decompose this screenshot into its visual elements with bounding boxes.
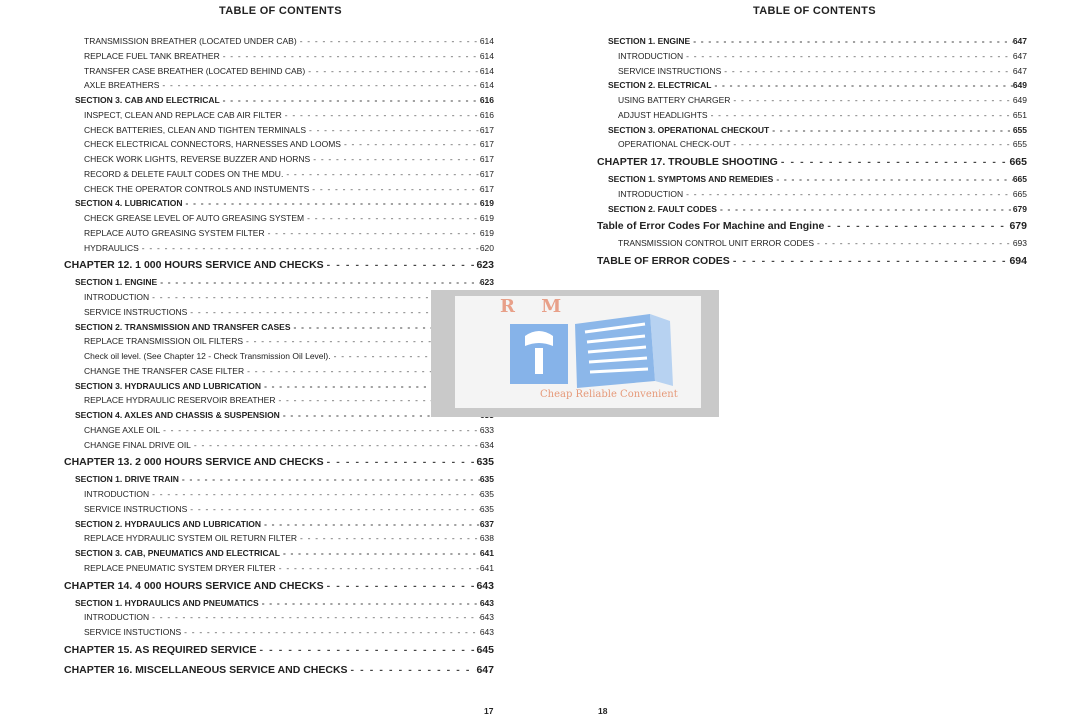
entry-title: SERVICE INSTRUCTIONS (84, 306, 188, 317)
section-entry[interactable] (608, 36, 1027, 50)
entry-title: ADJUST HEADLIGHTS (618, 109, 708, 120)
dot-leader (187, 504, 480, 514)
dot-leader (717, 204, 1013, 214)
left-page-title: TABLE OF CONTENTS (219, 5, 342, 17)
section-entry[interactable] (608, 125, 1027, 139)
entry-title: REPLACE FUEL TANK BREATHER (84, 50, 220, 61)
toc-item[interactable] (618, 189, 1027, 203)
toc-item[interactable] (84, 80, 494, 94)
entry-title: CHANGE AXLE OIL (84, 424, 161, 435)
dot-leader (283, 169, 480, 179)
entry-page-number: 665 (1012, 188, 1027, 199)
toc-item[interactable] (84, 504, 494, 518)
entry-page-number: 643 (479, 597, 494, 608)
chapter-entry[interactable] (64, 580, 494, 598)
toc-item[interactable] (84, 228, 494, 242)
entry-title: SECTION 4. AXLES AND CHASSIS & SUSPENSION (75, 410, 280, 420)
entry-title: SECTION 2. HYDRAULICS AND LUBRICATION (75, 518, 262, 529)
entry-title: CHAPTER 13. 2 000 HOURS SERVICE AND CHECKS (64, 456, 324, 469)
entry-page-number: 679 (1012, 203, 1027, 214)
watermark-letters: R M (500, 296, 572, 317)
entry-page-number: 647 (1012, 65, 1027, 76)
entry-title: REPLACE HYDRAULIC SYSTEM OIL RETURN FILTER (84, 533, 298, 544)
section-entry[interactable] (608, 174, 1027, 188)
section-entry[interactable] (608, 80, 1027, 94)
section-entry[interactable] (75, 198, 494, 212)
dot-leader (310, 154, 480, 164)
entry-page-number: 637 (479, 518, 494, 529)
toc-item[interactable] (84, 125, 494, 139)
toc-item[interactable] (84, 154, 494, 168)
toc-item[interactable] (84, 563, 494, 577)
dot-leader (220, 51, 480, 61)
section-entry[interactable] (75, 474, 494, 488)
dot-leader (730, 139, 1012, 149)
entry-title: CHECK GREASE LEVEL OF AUTO GREASING SYSTEM (84, 213, 305, 223)
entry-title: SECTION 1. DRIVE TRAIN (75, 474, 179, 485)
toc-item[interactable] (84, 489, 494, 503)
entry-page-number: 619 (479, 227, 494, 238)
entry-title: CHANGE FINAL DRIVE OIL (84, 439, 191, 450)
toc-item[interactable] (84, 66, 494, 80)
entry-page-number: 643 (476, 579, 494, 592)
section-entry[interactable] (75, 548, 494, 562)
entry-title: REPLACE TRANSMISSION OIL FILTERS (84, 336, 244, 347)
dot-leader (773, 174, 1013, 184)
dot-leader (778, 156, 1010, 168)
entry-page-number: 645 (476, 643, 494, 656)
entry-page-number: 635 (479, 503, 494, 514)
toc-item[interactable] (618, 95, 1027, 109)
toc-item[interactable] (84, 184, 494, 198)
chapter-entry[interactable] (597, 156, 1027, 174)
entry-page-number: 614 (479, 80, 494, 91)
dot-leader (683, 51, 1013, 61)
dot-leader (179, 474, 480, 484)
dot-leader (149, 612, 480, 622)
entry-title: REPLACE AUTO GREASING SYSTEM FILTER (84, 227, 265, 238)
toc-item[interactable] (84, 612, 494, 626)
entry-title: INTRODUCTION (84, 292, 150, 302)
watermark-tagline: Cheap Reliable Convenient (540, 389, 678, 400)
dot-leader (324, 456, 477, 468)
dot-leader (711, 80, 1012, 90)
dot-leader (257, 644, 477, 656)
entry-page-number: 693 (1012, 238, 1027, 249)
dot-leader (297, 36, 480, 46)
entry-page-number: 641 (479, 548, 494, 558)
toc-item[interactable] (84, 169, 494, 183)
dot-leader (220, 95, 480, 105)
dot-leader (160, 425, 480, 435)
toc-item[interactable] (84, 243, 494, 257)
section-entry[interactable] (75, 598, 494, 612)
entry-page-number: 616 (479, 95, 494, 105)
entry-page-number: 617 (479, 154, 494, 164)
entry-title: USING BATTERY CHARGER (618, 95, 731, 105)
entry-title: CHAPTER 12. 1 000 HOURS SERVICE AND CHECKS (64, 259, 324, 272)
entry-title: Table of Error Codes For Machine and Engine (597, 220, 825, 233)
dot-leader (191, 440, 480, 450)
dot-leader (730, 95, 1012, 105)
dot-leader (814, 238, 1013, 248)
dot-leader (324, 259, 477, 271)
entry-title: INSPECT, CLEAN AND REPLACE CAB AIR FILTER (84, 109, 282, 120)
entry-title: SECTION 3. CAB, PNEUMATICS AND ELECTRICAL (75, 548, 280, 558)
toc-item[interactable] (618, 66, 1027, 80)
dot-leader (309, 184, 480, 194)
left-page-number: 17 (484, 706, 494, 716)
entry-title: CHECK BATTERIES, CLEAN AND TIGHTEN TERMINALS (84, 124, 306, 135)
entry-title: REPLACE HYDRAULIC RESERVOIR BREATHER (84, 395, 276, 406)
chapter-entry[interactable] (64, 644, 494, 662)
chapter-entry[interactable] (597, 255, 1027, 273)
dot-leader (157, 277, 480, 287)
entry-title: CHAPTER 14. 4 000 HOURS SERVICE AND CHECKS (64, 579, 324, 592)
entry-title: CHECK ELECTRICAL CONNECTORS, HARNESSES AND LOOMS (84, 139, 341, 150)
entry-page-number: 655 (1012, 139, 1027, 150)
entry-title: SECTION 3. OPERATIONAL CHECKOUT (608, 124, 770, 135)
entry-page-number: 647 (1012, 36, 1027, 46)
dot-leader (265, 228, 480, 238)
toc-item[interactable] (84, 627, 494, 641)
entry-title: CHECK THE OPERATOR CONTROLS AND INSTUMENTS (84, 183, 310, 194)
toc-item[interactable] (84, 533, 494, 547)
entry-page-number: 623 (479, 277, 494, 288)
entry-page-number: 634 (479, 439, 494, 450)
entry-page-number: 651 (1012, 109, 1027, 120)
section-entry[interactable] (75, 95, 494, 109)
entry-title: CHAPTER 16. MISCELLANEOUS SERVICE AND CHECKS (64, 663, 348, 676)
dot-leader (721, 66, 1013, 76)
right-page-number: 18 (598, 706, 608, 716)
entry-title: SECTION 1. ENGINE (608, 36, 691, 46)
entry-page-number: 641 (479, 562, 494, 573)
entry-page-number: 619 (479, 198, 494, 209)
entry-title: TRANSFER CASE BREATHER (LOCATED BEHIND CAB) (84, 65, 306, 76)
section-entry[interactable] (75, 519, 494, 533)
toc-item[interactable] (618, 51, 1027, 65)
entry-title: RECORD & DELETE FAULT CODES ON THE MDU. (84, 168, 284, 179)
entry-title: SERVICE INSTUCTIONS (84, 627, 182, 637)
entry-title: SECTION 4. LUBRICATION (75, 198, 183, 209)
entry-page-number: 655 (1012, 124, 1027, 135)
dot-leader (259, 598, 480, 608)
chapter-entry[interactable] (64, 456, 494, 474)
toc-item[interactable] (84, 440, 494, 454)
entry-page-number: 649 (1012, 95, 1027, 105)
dot-leader (183, 198, 480, 208)
entry-page-number: 614 (479, 65, 494, 76)
toc-item[interactable] (84, 139, 494, 153)
entry-page-number: 635 (479, 474, 494, 485)
entry-title: CHAPTER 15. AS REQUIRED SERVICE (64, 643, 257, 656)
entry-title: OPERATIONAL CHECK-OUT (618, 139, 731, 150)
entry-title: INTRODUCTION (618, 188, 684, 199)
entry-page-number: 617 (479, 183, 494, 194)
toc-item[interactable] (84, 51, 494, 65)
chapter-entry[interactable] (64, 259, 494, 277)
toc-item[interactable] (84, 213, 494, 227)
entry-page-number: 665 (1012, 174, 1027, 184)
entry-page-number: 623 (476, 259, 494, 272)
chapter-entry[interactable] (597, 220, 1027, 238)
dot-leader (824, 220, 1009, 232)
entry-title: SECTION 3. CAB AND ELECTRICAL (75, 95, 220, 105)
dot-leader (690, 36, 1013, 46)
entry-title: Check oil level. (See Chapter 12 - Check Transmission Oil Level). (84, 351, 331, 361)
section-entry[interactable] (608, 204, 1027, 218)
dot-leader (305, 66, 480, 76)
dot-leader (708, 110, 1013, 120)
entry-title: INTRODUCTION (618, 50, 684, 61)
entry-page-number: 619 (479, 213, 494, 223)
entry-title: INTRODUCTION (84, 489, 150, 499)
dot-leader (149, 489, 480, 499)
dot-leader (139, 243, 480, 253)
entry-title: SECTION 1. SYMPTOMS AND REMEDIES (608, 174, 774, 184)
entry-page-number: 614 (479, 50, 494, 61)
entry-title: INTRODUCTION (84, 612, 150, 623)
entry-page-number: 694 (1009, 255, 1027, 267)
entry-title: SECTION 1. ENGINE (75, 277, 158, 288)
entry-title: SECTION 2. TRANSMISSION AND TRANSFER CASES (75, 321, 291, 332)
entry-page-number: 616 (479, 109, 494, 120)
entry-page-number: 620 (479, 242, 494, 253)
chapter-entry[interactable] (64, 664, 494, 682)
toc-item[interactable] (84, 36, 494, 50)
dot-leader (341, 139, 480, 149)
toc-item[interactable] (84, 425, 494, 439)
entry-page-number: 649 (1012, 80, 1027, 91)
entry-page-number: 614 (479, 36, 494, 46)
entry-title: SERVICE INSTRUCTIONS (618, 65, 722, 76)
entry-title: TABLE OF ERROR CODES (597, 255, 730, 267)
entry-page-number: 635 (476, 456, 494, 469)
entry-title: CHAPTER 17. TROUBLE SHOOTING (597, 156, 778, 168)
entry-page-number: 617 (479, 168, 494, 179)
entry-page-number: 679 (1009, 220, 1027, 233)
dot-leader (306, 125, 480, 135)
watermark-logo (431, 290, 719, 417)
entry-title: SECTION 2. ELECTRICAL (608, 80, 712, 91)
entry-page-number: 647 (476, 663, 494, 676)
entry-page-number: 617 (479, 139, 494, 150)
dot-leader (297, 533, 480, 543)
entry-page-number: 617 (479, 124, 494, 135)
entry-page-number: 665 (1009, 156, 1027, 168)
toc-item[interactable] (618, 139, 1027, 153)
entry-page-number: 647 (1012, 50, 1027, 61)
dot-leader (282, 110, 480, 120)
toc-item[interactable] (618, 110, 1027, 124)
toc-item[interactable] (618, 238, 1027, 252)
dot-leader (280, 548, 480, 558)
dot-leader (159, 80, 479, 90)
dot-leader (730, 255, 1010, 267)
entry-title: SECTION 3. HYDRAULICS AND LUBRICATION (75, 380, 262, 391)
dot-leader (276, 563, 480, 573)
dot-leader (769, 125, 1013, 135)
dot-leader (324, 580, 477, 592)
entry-title: SERVICE INSTRUCTIONS (84, 503, 188, 514)
entry-title: TRANSMISSION BREATHER (LOCATED UNDER CAB) (84, 36, 297, 46)
dot-leader (261, 519, 480, 529)
entry-title: SECTION 1. HYDRAULICS AND PNEUMATICS (75, 597, 259, 608)
entry-title: HYDRAULICS (84, 242, 139, 253)
entry-page-number: 633 (479, 424, 494, 435)
entry-title: SECTION 2. FAULT CODES (608, 203, 717, 214)
entry-page-number: 635 (479, 489, 494, 499)
dot-leader (181, 627, 480, 637)
entry-page-number: 643 (479, 612, 494, 623)
entry-page-number: 643 (479, 627, 494, 637)
dot-leader (304, 213, 480, 223)
entry-title: CHANGE THE TRANSFER CASE FILTER (84, 365, 245, 376)
dot-leader (683, 189, 1013, 199)
entry-title: CHECK WORK LIGHTS, REVERSE BUZZER AND HORNS (84, 154, 311, 164)
entry-title: TRANSMISSION CONTROL UNIT ERROR CODES (618, 238, 814, 249)
entry-title: AXLE BREATHERS (84, 80, 160, 91)
toc-item[interactable] (84, 110, 494, 124)
dot-leader (348, 664, 477, 676)
entry-title: REPLACE PNEUMATIC SYSTEM DRYER FILTER (84, 562, 276, 573)
right-page-title: TABLE OF CONTENTS (753, 5, 876, 17)
entry-page-number: 638 (479, 533, 494, 544)
